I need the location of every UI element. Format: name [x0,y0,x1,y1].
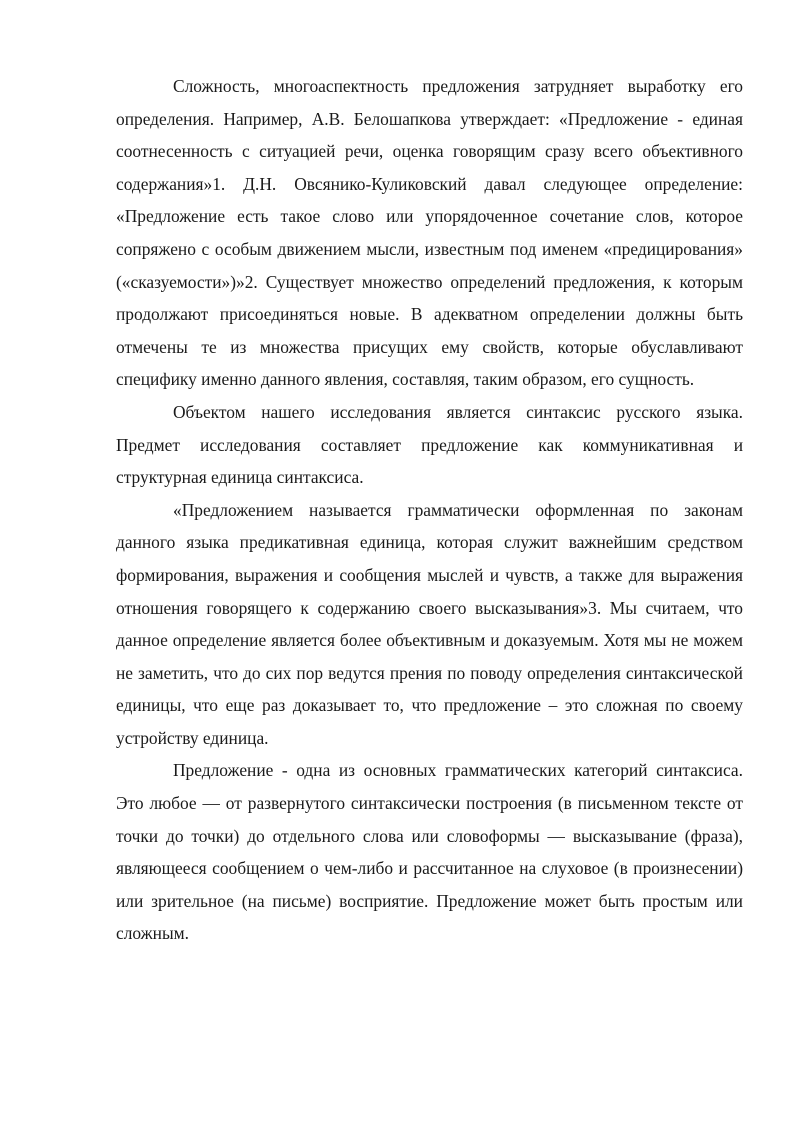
document-page [116,70,743,950]
paragraph-4: Предложение - одна из основных грамматических категорий синтаксиса. Это любое — от развернутого синтаксически построения (в письменном тексте от точки до точки) до отдельного слова или словоформы — высказывание (фраза), являющееся сообщением о чем-либо и рассчитанное на слуховое (в произнесении) или зрительное (на письме) восприятие. Предложение может быть простым или сложным. [116,760,743,944]
paragraph-2: Объектом нашего исследования является синтаксис русского языка. Предмет исследования составляет предложение как коммуникативная и структурная единица синтаксиса. [116,401,743,488]
paragraph-3: «Предложением называется грамматически оформленная по законам данного языка предикативная единица, которая служит важнейшим средством формирования, выражения и сообщения мыслей и чувств, а также для выражения отношения говорящего к содержанию своего высказывания»3. Мы считаем, что данное определение является более объективным и доказуемым. Хотя мы не можем не заметить, что до сих пор ведутся прения по поводу определения синтаксической единицы, что еще раз доказывает то, что предложение – это сложная по своему устройству единица. [116,499,743,748]
paragraph-1: Сложность, многоаспектность предложения затрудняет выработку его определения. Например, А.В. Белошапкова утверждает: «Предложение - единая соотнесенность с ситуацией речи, оценка говорящим сразу всего объективного содержания»1. Д.Н. Овсянико-Куликовский давал следующее определение: «Предложение есть такое слово или упорядоченное сочетание слов, которое сопряжено с особым движением мысли, известным под именем «предицирования» («сказуемости»)»2. Существует множество определений предложения, к которым продолжают присоединяться новые. В адекватном определении должны быть отмечены те из множества присущих ему свойств, которые обуславливают специфику именно данного явления, составляя, таким образом, его сущность. [116,76,743,390]
